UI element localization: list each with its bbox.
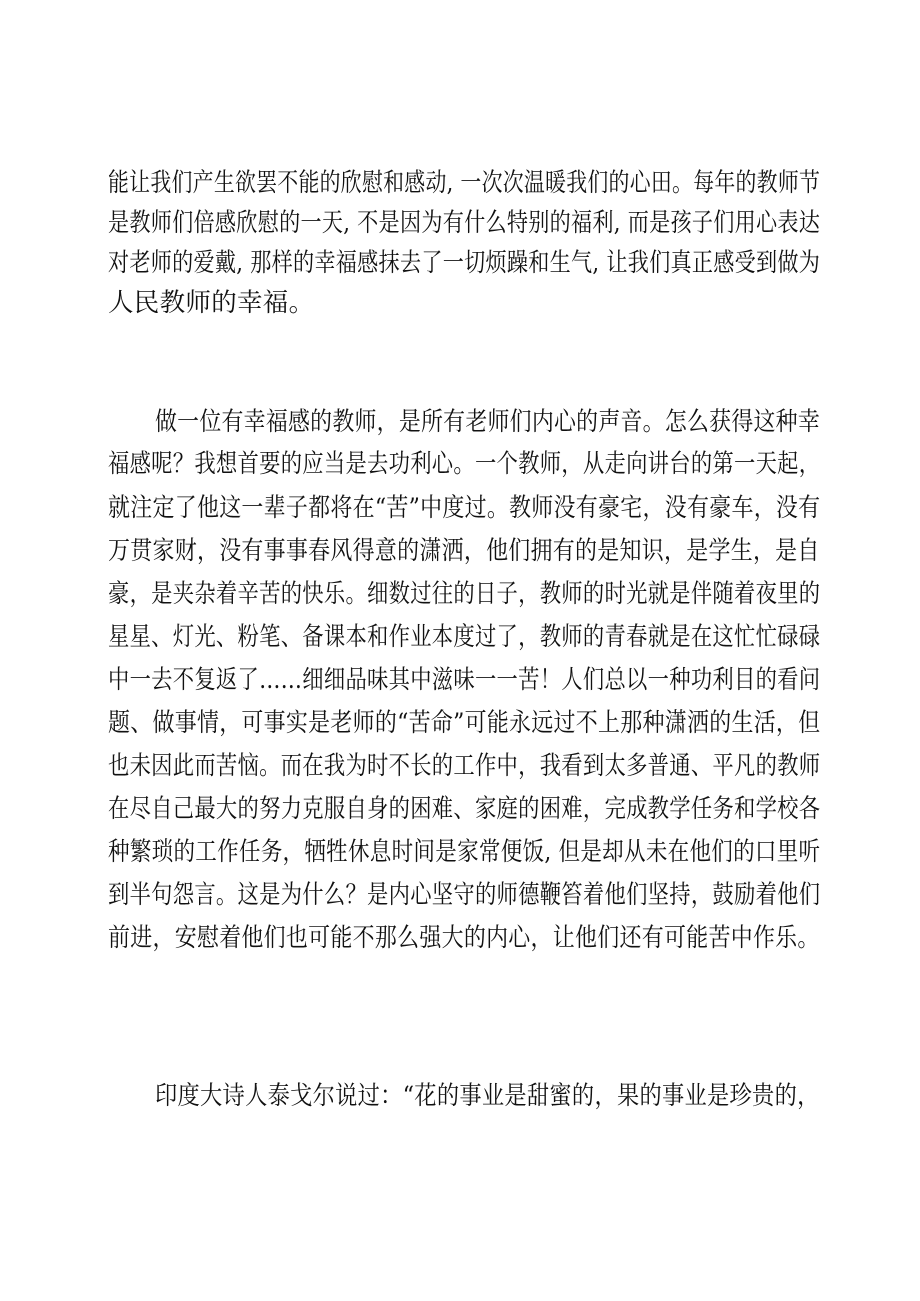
- paragraph-2-line-11: 种繁琐的工作任务，牺牲休息时间是家常便饭, 但是却从未在他们的口里听: [108, 837, 821, 867]
- paragraph-2-line-10: 在尽自己最大的努力克服自身的困难、家庭的困难，完成教学任务和学校各: [108, 794, 821, 824]
- paragraph-1-line-1: 能让我们产生欲罢不能的欣慰和感动, 一次次温暖我们的心田。每年的教师节: [108, 168, 821, 198]
- paragraph-2-line-12: 到半句怨言。这是为什么？是内心坚守的师德鞭笞着他们坚持，鼓励着他们: [108, 880, 821, 910]
- paragraph-2-line-9: 也未因此而苦恼。而在我为时不长的工作中，我看到太多普通、平凡的教师: [108, 751, 821, 781]
- paragraph-2-line-8: 题、做事情，可事实是老师的“苦命”可能永远过不上那种潇洒的生活，但: [108, 708, 821, 738]
- paragraph-2-line-5: 豪，是夹杂着辛苦的快乐。细数过往的日子，教师的时光就是伴随着夜里的: [108, 579, 821, 609]
- paragraph-1-line-4: 人民教师的幸福。: [108, 288, 315, 318]
- paragraph-2-line-13: 前进，安慰着他们也可能不那么强大的内心，让他们还有可能苦中作乐。: [108, 923, 820, 953]
- paragraph-1-line-3: 对老师的爱戴, 那样的幸福感抹去了一切烦躁和生气, 让我们真正感受到做为: [108, 248, 821, 278]
- paragraph-2-line-2: 福感呢？我想首要的应当是去功利心。一个教师，从走向讲台的第一天起，: [108, 449, 821, 479]
- paragraph-1-line-2: 是教师们倍感欣慰的一天, 不是因为有什么特别的福利, 而是孩子们用心表达: [108, 208, 821, 238]
- paragraph-2-line-1: 做一位有幸福感的教师，是所有老师们内心的声音。怎么获得这种幸: [155, 407, 821, 437]
- paragraph-3-line-1: 印度大诗人泰戈尔说过：“花的事业是甜蜜的，果的事业是珍贵的，: [155, 1081, 820, 1111]
- paragraph-2-line-6: 星星、灯光、粉笔、备课本和作业本度过了，教师的青春就是在这忙忙碌碌: [108, 622, 821, 652]
- paragraph-2-line-4: 万贯家财，没有事事春风得意的潇洒，他们拥有的是知识，是学生，是自: [108, 536, 820, 566]
- paragraph-2-line-7: 中一去不复返了……细细品味其中滋味一一苦！人们总以一种功利目的看问: [108, 665, 821, 695]
- paragraph-2-line-3: 就注定了他这一辈子都将在“苦”中度过。教师没有豪宅，没有豪车，没有: [108, 493, 821, 523]
